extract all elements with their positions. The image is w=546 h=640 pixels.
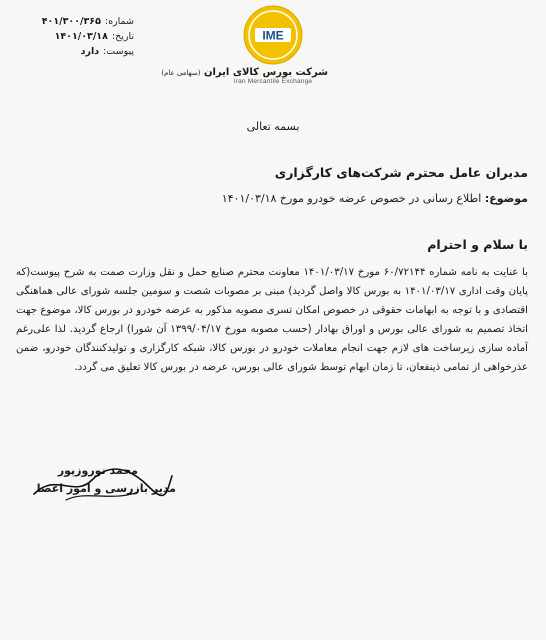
company-logo [161, 4, 328, 102]
greeting-line: با سلام و احترام [427, 237, 528, 252]
subject-line [16, 192, 528, 205]
logo-mark-text: IME [262, 28, 284, 43]
company-name-fa-suffix: (سهامی عام) [161, 69, 201, 77]
company-name-en: Iran Mercantile Exchange [233, 78, 313, 85]
letter-meta [14, 14, 134, 59]
letter-attachment-row [14, 44, 134, 59]
signer-name: محمد نوروزپور [57, 464, 138, 477]
letter-date-label: تاریخ: [111, 31, 134, 42]
letter-number-value: ۴۰۱/۳۰۰/۳۶۵ [41, 16, 101, 27]
subject-label: موضوع: [484, 192, 528, 205]
company-name-fa [161, 67, 328, 78]
recipient-line: مدیران عامل محترم شرکت‌های کارگزاری [274, 165, 528, 180]
bismillah-heading: بسمه تعالی [246, 120, 300, 133]
subject-text: اطلاع رسانی در خصوص عرضه خودرو مورخ ۱۴۰۱/۰۳/۱۸ [221, 192, 482, 205]
letter-number-label: شماره: [104, 16, 134, 27]
letter-date-value: ۱۴۰۱/۰۳/۱۸ [54, 31, 108, 42]
letter-date-row [14, 29, 134, 44]
letter-attachment-value: دارد [80, 46, 100, 57]
ime-logo-icon [242, 4, 304, 66]
signature-block [16, 462, 176, 498]
letter-body: با عنایت به نامه شماره ۶۰/۷۲۱۴۴ مورخ ۱۴۰۱/۰۳/۱۷ معاونت محترم صنایع حمل و نقل وزارت صمت به شرح پیوست(که پایان وقت اداری ۱۴۰۱/۰۳/۱۷ به بورس کالا واصل گردید) مبنی بر مصوبات شصت و سومین جلسه شورای عالی هماهنگی اقتصادی و با توجه به ابهامات حقوقی در خصوص امکان تسری مصوبه مذکور به عرضه خودرو در بورس کالا، موضوع جهت اتخاذ تصمیم به شورای عالی بورس و اوراق بهادار (حسب مصوبه مورخ ۱۳۹۹/۰۴/۱۷ آن شورا) ارجاع گردید. لذا علی‌رغم آماده سازی زیرساخت های لازم جهت انجام معاملات خودرو در بورس کالا، شبکه کارگزاری و تولیدکنندگان خودرو، ضمن عذرخواهی از تمامی ذینفعان، تا زمان ابهام توسط شورای عالی بورس، عرضه در بورس کالا تعلیق می گردد. [16, 267, 528, 373]
signer-title: مدیر بازرسی و امور اعضا [36, 482, 176, 495]
company-name-fa-main: شرکت بورس کالای ایران [203, 67, 328, 78]
handwritten-signature-icon [26, 464, 176, 504]
letter-number-row [14, 14, 134, 29]
letter-attachment-label: پیوست: [103, 46, 134, 57]
